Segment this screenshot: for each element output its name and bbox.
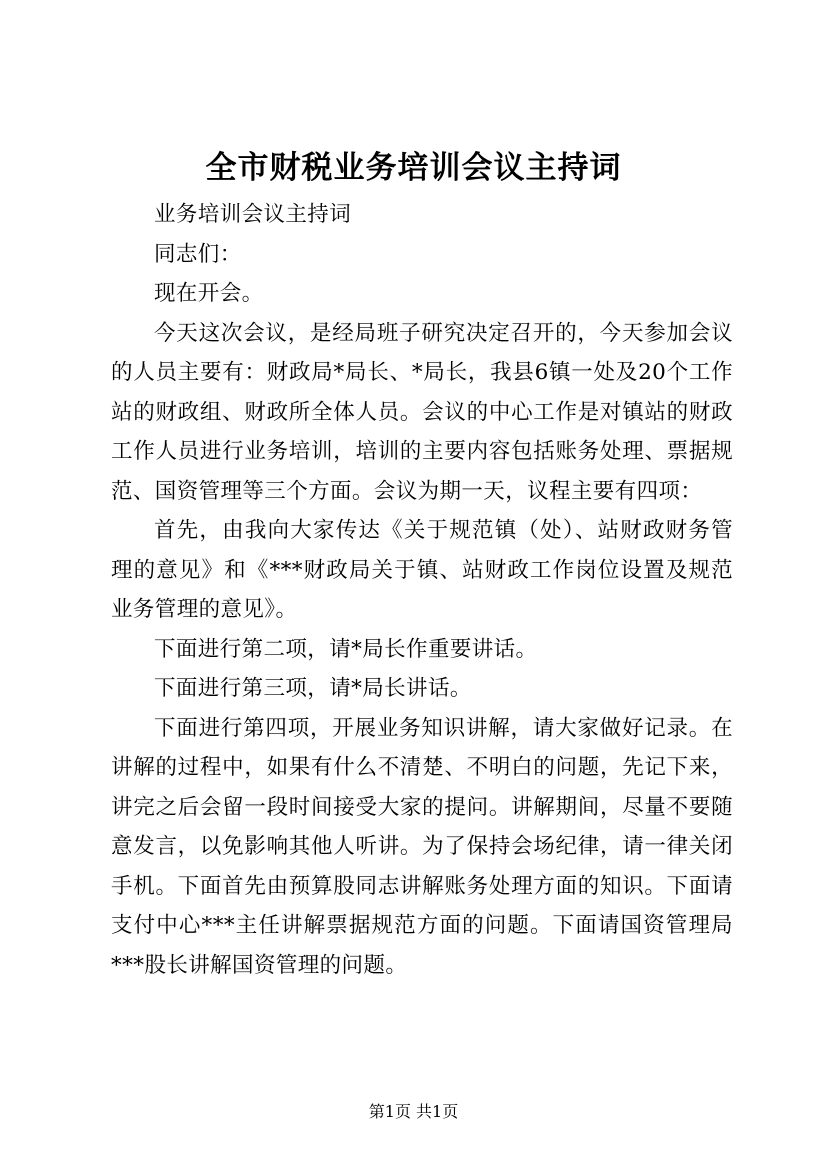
page-footer: 第1页 共1页 bbox=[368, 1102, 459, 1121]
paragraph-subtitle: 业务培训会议主持词 bbox=[154, 202, 352, 227]
paragraph-item-two: 下面进行第二项，请*局长作重要讲话。 bbox=[154, 636, 538, 662]
paragraph-item-four: 下面进行第四项，开展业务知识讲解，请大家做好记录。在讲解的过程中，如果有什么不清楚、不明白的问题，先记下来，讲完之后会留一段时间接受大家的提问。讲解期间，尽量不要随意发言，以免影响其他人听讲。为了保持会场纪律，请一律关闭手机。下面首先由预算股同志讲解账务处理方面的知识。下面请支付中心***主任讲解票据规范方面的问题。下面请国资管理局***股长讲解国资管理的问题。 bbox=[111, 715, 733, 978]
paragraph-item-one: 首先，由我向大家传达《关于规范镇（处）、站财政财务管理的意见》和《***财政局关于镇、站财政工作岗位设置及规范业务管理的意见》。 bbox=[111, 518, 733, 622]
paragraph-meeting-intro: 今天这次会议，是经局班子研究决定召开的，今天参加会议的人员主要有：财政局*局长、*局长，我县6镇一处及20个工作站的财政组、财政所全体人员。会议的中心工作是对镇站的财政工作人员进行业务培训，培训的主要内容包括账务处理、票据规范、国资管理等三个方面。会议为期一天，议程主要有四项： bbox=[111, 320, 733, 504]
paragraph-opening: 现在开会。 bbox=[154, 281, 264, 306]
paragraph-salutation: 同志们： bbox=[154, 241, 242, 267]
document-body bbox=[111, 195, 733, 985]
document-title: 全市财税业务培训会议主持词 bbox=[205, 150, 622, 186]
paragraph-item-three: 下面进行第三项，请*局长讲话。 bbox=[154, 676, 472, 701]
